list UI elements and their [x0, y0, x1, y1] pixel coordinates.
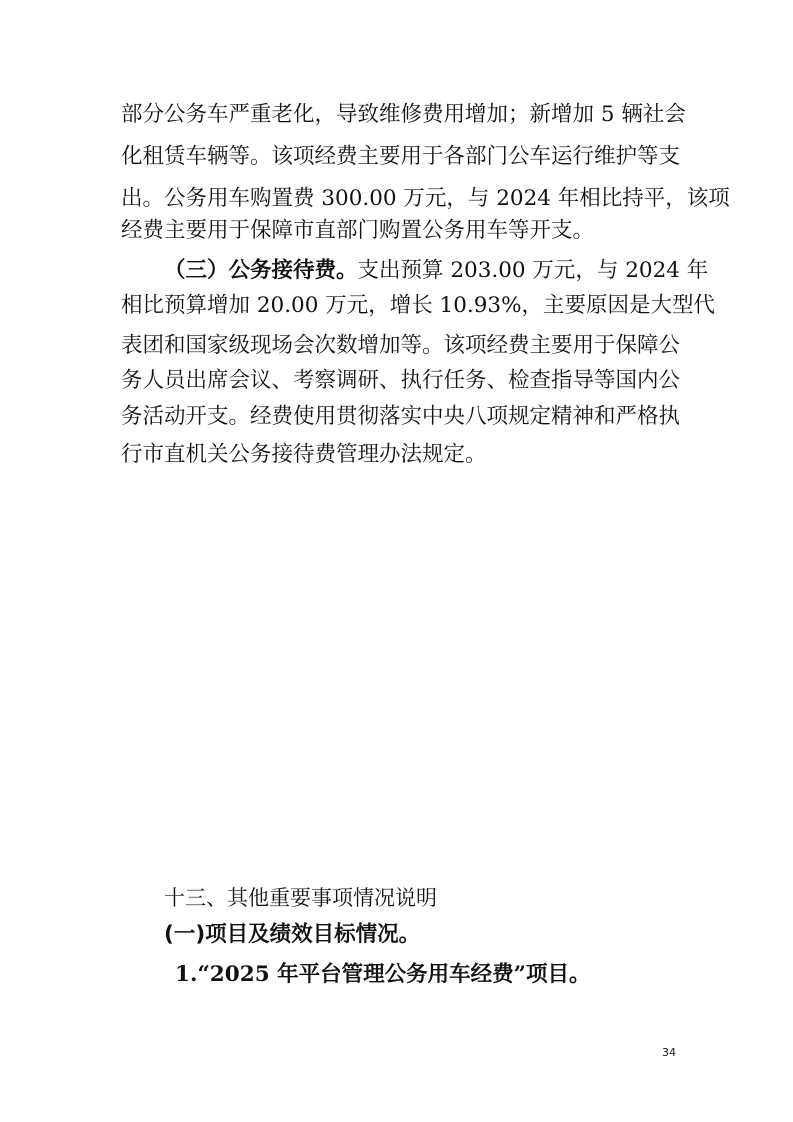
reception-line-2: 相比预算增加 20.00 万元，增长 10.93%，主要原因是大型代: [121, 293, 716, 318]
reception-line-4: 务人员出席会议、考察调研、执行任务、检查指导等国内公: [121, 368, 681, 393]
section-title: 十三、其他重要事项情况说明: [164, 886, 437, 910]
project-item-heading: 1.“2025 年平台管理公务用车经费”项目。: [175, 962, 591, 987]
section-subtitle: (一)项目及绩效目标情况。: [164, 922, 421, 947]
reception-line-1: 支出预算 203.00 万元，与 2024 年: [357, 258, 709, 283]
reception-line-6: 行市直机关公务接待费管理办法规定。: [121, 442, 487, 467]
page-number: 34: [662, 1046, 676, 1059]
body-line-4: 经费主要用于保障市直部门购置公务用车等开支。: [121, 218, 595, 243]
body-line-3: 出。公务用车购置费 300.00 万元，与 2024 年相比持平，该项: [121, 186, 730, 211]
reception-line-3: 表团和国家级现场会次数增加等。该项经费主要用于保障公: [121, 333, 681, 358]
reception-paragraph-first-line: [164, 256, 708, 286]
reception-line-5: 务活动开支。经费使用贯彻落实中央八项规定精神和严格执: [121, 404, 681, 429]
body-line-2: 化租赁车辆等。该项经费主要用于各部门公车运行维护等支: [121, 144, 681, 169]
body-line-1: 部分公务车严重老化，导致维修费用增加；新增加 5 辆社会: [121, 102, 686, 127]
reception-label: （三）公务接待费。: [164, 258, 358, 283]
